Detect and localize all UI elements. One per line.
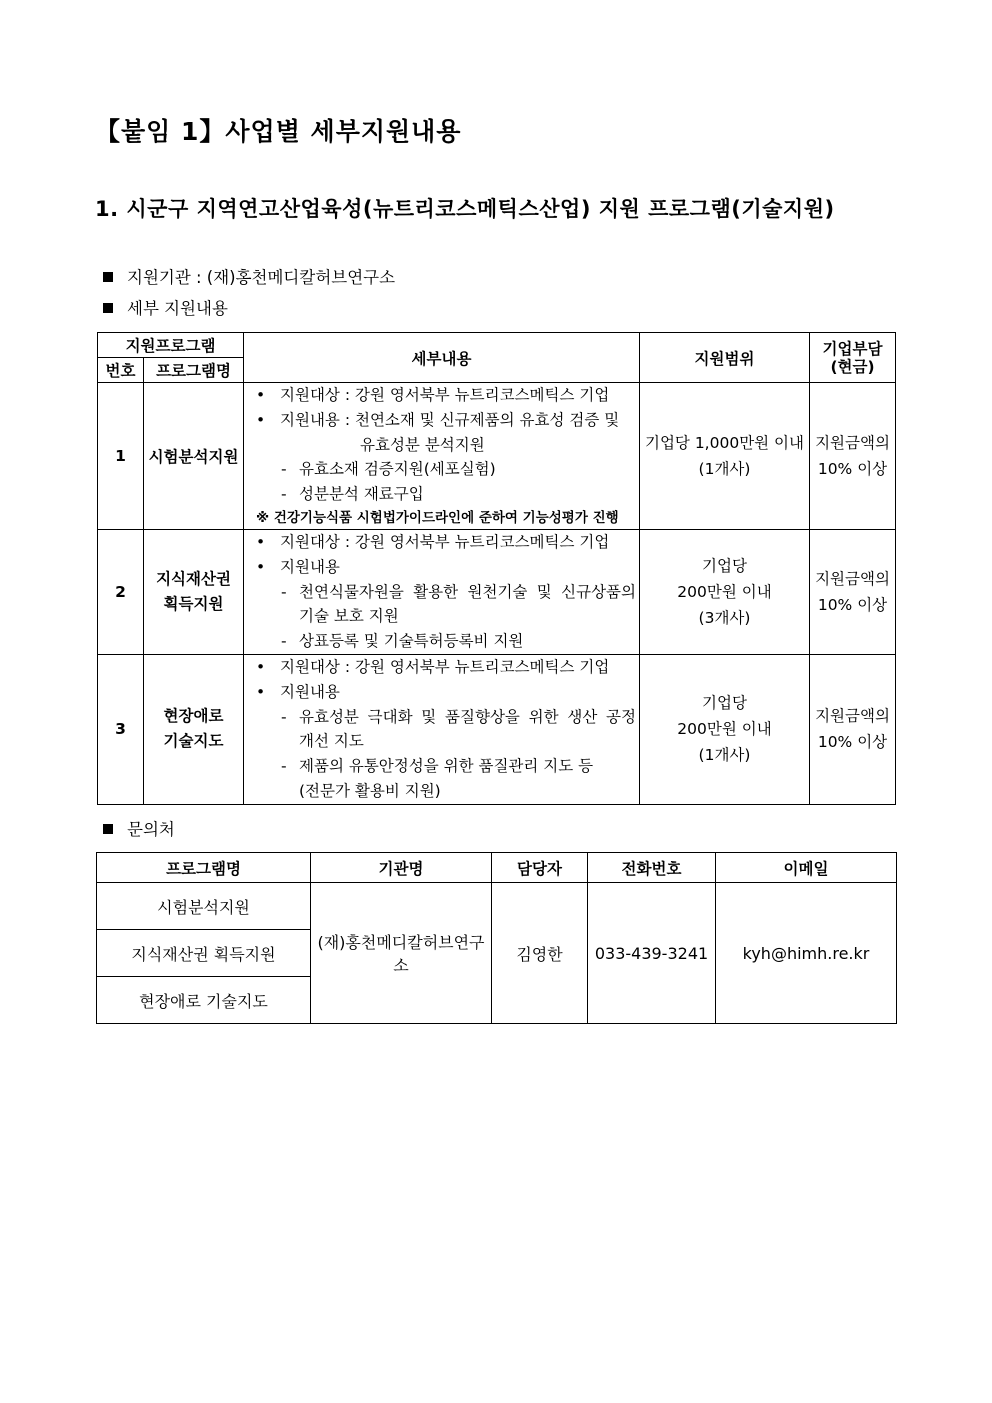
header-person: 담당자 xyxy=(492,853,588,883)
bullet-agency-text: 지원기관 : (재)홍천메디칼허브연구소 xyxy=(127,268,396,287)
burden-line: 지원금액의 xyxy=(815,707,890,726)
scope-line: (3개사) xyxy=(698,608,751,627)
row-program-name: 시험분석지원 xyxy=(144,383,244,530)
sub-item: 성분분석 재료구입 xyxy=(299,485,424,504)
target-label: 지원대상 : xyxy=(280,532,351,551)
bullet-contact-text: 문의처 xyxy=(127,820,175,839)
content-text-cont: 유효성분 분석지원 xyxy=(360,435,485,454)
target-label: 지원대상 : xyxy=(280,386,351,404)
burden-line: 10% 이상 xyxy=(817,459,888,478)
contact-email[interactable]: kyh@himh.re.kr xyxy=(716,883,897,1024)
program-line: 현장애로 xyxy=(163,707,224,726)
bullet-details-text: 세부 지원내용 xyxy=(127,299,228,318)
content-label: 지원내용 xyxy=(280,557,340,576)
sub-item: 천연식물자원을 활용한 원천기술 및 신규상품의 xyxy=(299,582,636,601)
header-number: 번호 xyxy=(98,358,144,383)
header-program-name: 프로그램명 xyxy=(97,853,311,883)
content-label: 지원내용 : xyxy=(280,410,351,429)
bullet-contact xyxy=(103,816,175,840)
program-line: 기술지도 xyxy=(163,732,224,751)
sub-item-cont: (전문가 활용비 지원) xyxy=(299,781,441,800)
content-text: 천연소재 및 신규제품의 유효성 검증 및 xyxy=(354,410,620,429)
contact-program: 지식재산권 획득지원 xyxy=(97,930,311,977)
attachment-title: 【붙임 1】사업별 세부지원내용 xyxy=(95,117,462,146)
content-label: 지원내용 xyxy=(280,682,340,701)
row-number: 2 xyxy=(98,529,144,654)
sub-item-cont: 기술 보호 지원 xyxy=(299,607,399,626)
sub-item: 제품의 유통안정성을 위한 품질관리 지도 등 xyxy=(299,757,594,776)
header-scope: 지원범위 xyxy=(640,333,810,383)
sub-item: 유효성분 극대화 및 품질향상을 위한 생산 공정 xyxy=(299,707,636,726)
table-row xyxy=(97,883,897,930)
scope-line: 200만원 이내 xyxy=(677,720,772,739)
sub-item: 상표등록 및 기술특허등록비 지원 xyxy=(299,632,524,651)
support-program-table xyxy=(97,332,896,805)
square-bullet-icon xyxy=(103,303,113,313)
contact-table xyxy=(96,852,897,1024)
contact-program: 시험분석지원 xyxy=(97,883,311,930)
bullet-agency xyxy=(103,264,395,288)
header-details: 세부내용 xyxy=(244,333,640,383)
header-burden-line1: 기업부담 xyxy=(822,339,883,358)
scope-line: 200만원 이내 xyxy=(677,582,772,601)
program-line: 획득지원 xyxy=(163,594,224,613)
header-burden xyxy=(810,333,896,383)
scope-line: 기업당 xyxy=(702,694,747,713)
contact-person: 김영한 xyxy=(492,883,588,1024)
table-row xyxy=(98,654,896,804)
row-details: • 지원대상 : 강원 영서북부 뉴트리코스메틱스 기업 • 지원내용 - 천연식물자원을 활용한 원천기술 및 신규상품의 기술 보호 지원 - 상표등록 및 기술특허등록비 지원 xyxy=(244,529,640,654)
scope-line: 기업당 1,000만원 이내 xyxy=(644,433,805,452)
target-label: 지원대상 : xyxy=(280,657,351,676)
burden-line: 10% 이상 xyxy=(817,733,888,752)
target-value: 강원 영서북부 뉴트리코스메틱스 기업 xyxy=(354,386,610,404)
row-scope xyxy=(640,654,810,804)
row-number: 1 xyxy=(98,383,144,530)
row-burden xyxy=(810,529,896,654)
header-email: 이메일 xyxy=(716,853,897,883)
program-line: 지식재산권 xyxy=(156,569,231,588)
target-value: 강원 영서북부 뉴트리코스메틱스 기업 xyxy=(354,532,610,551)
scope-line: (1개사) xyxy=(698,746,751,765)
table-row xyxy=(98,383,896,530)
square-bullet-icon xyxy=(103,824,113,834)
row-scope xyxy=(640,383,810,530)
sub-item-cont: 개선 지도 xyxy=(299,732,364,751)
contact-phone: 033-439-3241 xyxy=(588,883,716,1024)
row-scope xyxy=(640,529,810,654)
target-value: 강원 영서북부 뉴트리코스메틱스 기업 xyxy=(354,657,610,676)
note-text: ※ 건강기능식품 시험법가이드라인에 준하여 기능성평가 진행 xyxy=(256,509,619,526)
square-bullet-icon xyxy=(103,272,113,282)
scope-line: (1개사) xyxy=(698,459,751,478)
row-details: • 지원대상 : 강원 영서북부 뉴트리코스메틱스 기업 • 지원내용 - 유효성분 극대화 및 품질향상을 위한 생산 공정 개선 지도 - 제품의 유통안정성을 위한 품질관리 지도 등 (전문가 활용비 지원) xyxy=(244,654,640,804)
table-row xyxy=(98,529,896,654)
row-details: • 지원대상 : 강원 영서북부 뉴트리코스메틱스 기업 • 지원내용 : 천연소재 및 신규제품의 유효성 검증 및 유효성분 분석지원 - 유효소재 검증지원(세포실험) - 성분분석 재료구입 ※ 건강기능식품 시험법가이드라인에 준하여 기능성평가 진행 xyxy=(244,383,640,530)
row-program-name xyxy=(144,529,244,654)
row-burden xyxy=(810,654,896,804)
header-burden-line2: (현금) xyxy=(830,357,875,376)
section-title: 1. 시군구 지역연고산업육성(뉴트리코스메틱스산업) 지원 프로그램(기술지원) xyxy=(95,197,835,221)
burden-line: 지원금액의 xyxy=(815,569,890,588)
bullet-details xyxy=(103,295,228,319)
burden-line: 10% 이상 xyxy=(817,595,888,614)
contact-agency: (재)홍천메디칼허브연구소 xyxy=(311,883,492,1024)
header-program-group: 지원프로그램 xyxy=(98,333,244,358)
sub-item: 유효소재 검증지원(세포실험) xyxy=(299,460,496,479)
header-program-name: 프로그램명 xyxy=(144,358,244,383)
scope-line: 기업당 xyxy=(702,556,747,575)
header-phone: 전화번호 xyxy=(588,853,716,883)
row-program-name xyxy=(144,654,244,804)
row-number: 3 xyxy=(98,654,144,804)
burden-line: 지원금액의 xyxy=(815,433,890,452)
row-burden xyxy=(810,383,896,530)
contact-program: 현장애로 기술지도 xyxy=(97,977,311,1024)
header-agency: 기관명 xyxy=(311,853,492,883)
